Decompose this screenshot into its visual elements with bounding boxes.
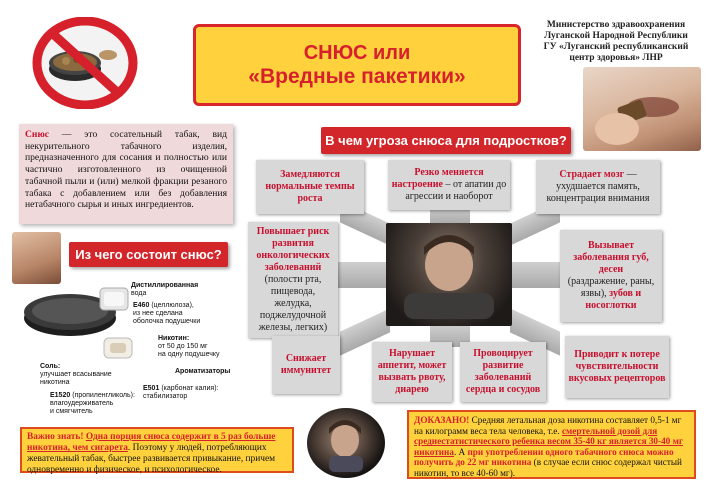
proven-text-3: (в случае если снюс содержал чистый никотин, то все 40-60 мг). bbox=[414, 457, 682, 478]
no-snus-sign-icon bbox=[30, 17, 140, 109]
definition-text: — это сосательный табак, вид некурительного табачного изделия, предназначенного для сосания и полностью или частично изготовленного из очищенной табачной пыли и (или) мелкой фракции резаного табака с добавлением или без добавления нетабачного сырья и иных ингредиентов. bbox=[25, 129, 227, 211]
effect-appetite: Нарушает аппетит, может вызвать рвоту, диарею bbox=[372, 342, 452, 402]
important-rest: . Поэтому у людей, потребляющих жевательный табак, быстрее развивается привыкание, причем одновременно и физическое, и психологическое. bbox=[27, 443, 276, 475]
effect-heart: Провоцирует развитие заболеваний сердца и сосудов bbox=[460, 342, 546, 402]
effect-gums: Вызывает заболевания губ, десен (раздражение, раны, язвы), зубов и носоглотки bbox=[560, 230, 662, 322]
man-with-snus-photo bbox=[583, 67, 701, 151]
definition-term: Снюс bbox=[25, 129, 50, 140]
comp-e1520: Е1520 (пропиленгликоль): влагоудерживатель и смягчитель bbox=[50, 392, 135, 415]
proven-note bbox=[407, 410, 696, 479]
ministry-line-2: Луганской Народной Республики bbox=[544, 31, 688, 41]
ministry-line-1: Министерство здравоохранения bbox=[546, 20, 686, 30]
ray-left bbox=[336, 262, 388, 288]
important-lead: Важно знать! bbox=[27, 432, 84, 442]
ministry-line-4: центр здоровья» ЛНР bbox=[569, 53, 663, 63]
comp-salt: Соль: улучшает всасывание никотина bbox=[40, 363, 112, 386]
title-banner bbox=[193, 24, 521, 106]
comp-e460: Е460 (целлюлоза), из нее сделана оболочка подушечки bbox=[133, 302, 201, 325]
comp-e501: Е501 (карбонат калия): стабилизатор bbox=[143, 385, 219, 400]
ray-right bbox=[511, 262, 561, 288]
threat-header: В чем угроза снюса для подростков? bbox=[321, 127, 571, 154]
proven-text-1: Средняя летальная доза никотина составляет 0,5-1 мг на килограмм веса тела человека, т.е. bbox=[414, 415, 682, 436]
proven-lead: ДОКАЗАНО! bbox=[414, 415, 470, 425]
effect-cancer: Повышает риск развития онкологических заболеваний (полости рта, пищевода, желудка, поджелудочной железы, легких) bbox=[248, 222, 338, 338]
ministry-credit bbox=[527, 20, 705, 64]
effect-immunity: Снижает иммунитет bbox=[272, 336, 340, 394]
effect-mood: Резко меняется настроение – от апатии до агрессии и наоборот bbox=[388, 160, 510, 210]
girl-photo bbox=[12, 232, 61, 284]
ministry-line-3: ГУ «Луганский республиканский bbox=[543, 42, 689, 52]
important-note bbox=[20, 427, 294, 473]
sad-boy-photo bbox=[386, 223, 512, 326]
effect-growth: Замедляются нормальные темпы роста bbox=[256, 160, 364, 214]
effect-taste: Приводит к потере чувствительности вкусовых рецепторов bbox=[565, 336, 669, 398]
proven-underlined: смертельной дозой для среднестатистического ребенка весом 35-40 кг является 30-40 мг никотина bbox=[414, 425, 683, 457]
important-underlined: Одна порция снюса содержит в 5 раз больше никотина, чем сигарета bbox=[27, 432, 276, 453]
composition-header: Из чего состоит снюс? bbox=[69, 242, 228, 267]
thoughtful-teen-photo bbox=[307, 408, 385, 478]
comp-nicotine: Никотин: от 50 до 150 мг на одну подушечку bbox=[158, 335, 220, 358]
comp-flavors: Ароматизаторы bbox=[175, 368, 231, 375]
snus-definition bbox=[19, 124, 233, 224]
proven-red: при употреблении одного табачного снюса можно получить до 22 мг никотина bbox=[414, 446, 674, 468]
title-line-1: СНЮС или bbox=[303, 41, 411, 64]
effect-brain: Страдает мозг — ухудшается память, концентрация внимания bbox=[536, 160, 660, 214]
comp-water: Дистиллированная вода bbox=[131, 282, 199, 297]
proven-text-2: . А bbox=[453, 446, 468, 457]
title-line-2: «Вредные пакетики» bbox=[248, 64, 466, 88]
